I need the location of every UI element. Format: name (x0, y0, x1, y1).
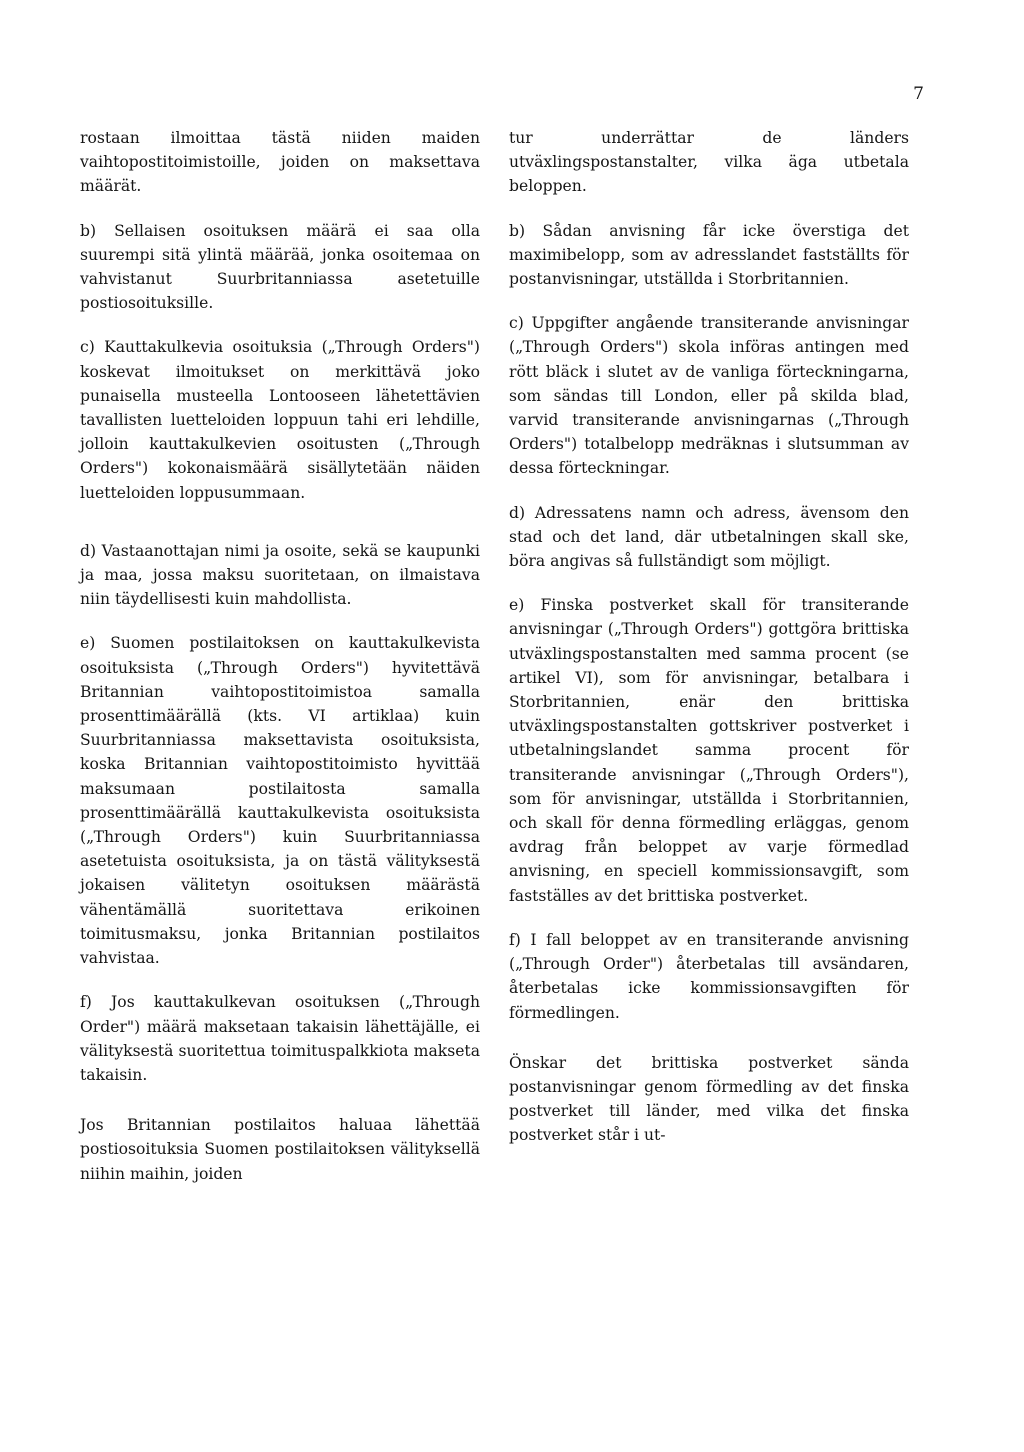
fi-paragraph-b: b) Sellaisen osoituksen määrä ei saa olla suurempi sitä ylintä määrää, jonka osoitemaa on vahvistanut Suurbritanniassa asetetuille postiosoituksille. (80, 221, 480, 313)
fi-paragraph-e: e) Suomen postilaitoksen on kauttakulkevista osoituksista („Through Orders") hyvitettävä Britannian vaihtopostitoimistoa samalla prosenttimäärällä (kts. VI artiklaa) kuin Suurbritanniassa maksettavista osoituksista, koska Britannian vaihtopostitoimisto hyvittää maksumaan postilaitosta samalla prosenttimäärällä kauttakulkevista osoituksista („Through Orders") kuin Suurbritanniassa asetetuista osoituksista, ja on tästä välityksestä jokaisen välitetyn osoituksen määrästä vähentämällä suoritettava erikoinen toimitusmaksu, jonka Britannian postilaitos vahvistaa. (80, 634, 480, 968)
finnish-column (80, 126, 480, 1206)
sv-paragraph-f: f) I fall beloppet av en transiterande anvisning („Through Order") återbetalas till avsändaren, återbetalas icke kommissionsavgiften för förmedlingen. (509, 930, 909, 1022)
fi-paragraph-closing: Jos Britannian postilaitos haluaa lähettää postiosoituksia Suomen postilaitoksen välityksellä niihin maihin, joiden (80, 1116, 480, 1183)
sv-paragraph-intro: tur underrättar de länders utväxlingspostanstalter, vilka äga utbetala beloppen. (509, 129, 909, 196)
page-number: 7 (913, 84, 924, 104)
sv-paragraph-d: d) Adressatens namn och adress, ävensom den stad och det land, där utbetalningen skall ske, böra angivas så fullständigt som möjligt. (509, 503, 909, 571)
fi-paragraph-c: c) Kauttakulkevia osoituksia („Through Orders") koskevat ilmoitukset on merkittävä joko punaisella musteella Lontooseen lähetettävien tavallisten luetteloiden loppuun tahi eri lehdille, jolloin kauttakulkevien osoitusten („Through Orders") kokonaismäärä sisällytetään näiden luetteloiden loppusummaan. (80, 338, 480, 502)
swedish-column (509, 126, 909, 1168)
sv-paragraph-e: e) Finska postverket skall för transiterande anvisningar („Through Orders") gottgöra brittiska utväxlingspostanstalten med samma procent (se artikel VI), som för anvisningar, betalbara i Storbritannien, enär den brittiska utväxlingspostanstalten gottskriver postverket i utbetalningslandet samma procent för transiterande anvisningar („Through Orders"), som för anvisningar, utställda i Storbritannien, och skall för denna förmedling erläggas, genom avdrag från beloppet av varje förmedlad anvisning, en speciell kommissionsavgift, som fastställes av det brittiska postverket. (509, 596, 909, 905)
fi-paragraph-intro: rostaan ilmoittaa tästä niiden maiden vaihtopostitoimistoille, joiden on maksettava määrät. (80, 129, 480, 196)
sv-paragraph-c: c) Uppgifter angående transiterande anvisningar („Through Orders") skola införas antingen med rött bläck i slutet av de vanliga förteckningarna, som sändas till London, eller på skilda blad, varvid transiterande anvisningarnas („Through Orders") totalbelopp medräknas i slutsumman av dessa förteckningar. (509, 314, 909, 478)
sv-paragraph-b: b) Sådan anvisning får icke överstiga det maximibelopp, som av adresslandet fastställts för postanvisningar, utställda i Storbritannien. (509, 221, 909, 289)
fi-paragraph-d: d) Vastaanottajan nimi ja osoite, sekä se kaupunki ja maa, jossa maksu suoritetaan, on ilmaistava niin täydellisesti kuin mahdollista. (80, 541, 480, 609)
sv-paragraph-closing: Önskar det brittiska postverket sända postanvisningar genom förmedling av det finska postverket till länder, med vilka det finska postverket står i ut- (509, 1053, 909, 1145)
fi-paragraph-f: f) Jos kauttakulkevan osoituksen („Through Order") määrä maksetaan takaisin lähettäjälle, ei välityksestä suoritettua toimituspalkkiota makseta takaisin. (80, 993, 480, 1084)
